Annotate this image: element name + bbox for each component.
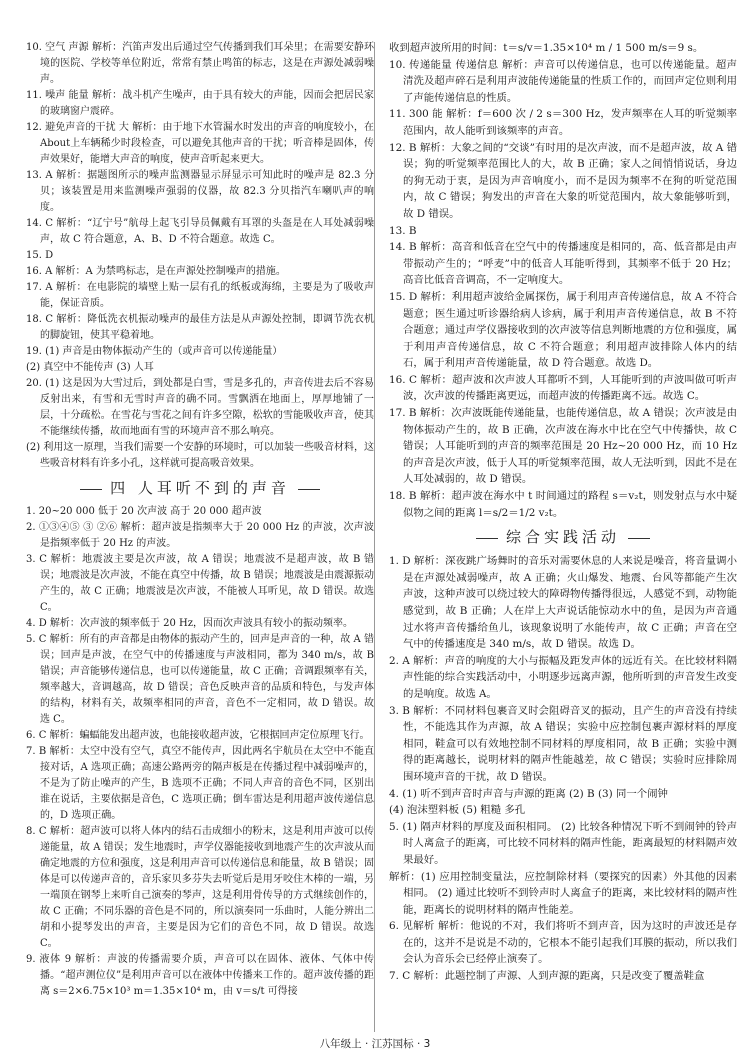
answer-entry: 5. C 解析：所有的声音都是由物体的振动产生的，回声是声音的一种，故 A 错误；回声是声波，在空气中的传播速度与声波相同，都为 340 m/s，故 B 错误；声音能够传递信息，也可以传递能量，故 C 正确；音调跟频率有关，频率越大，音调越高，故 D 错误；音色反映声音的品质和特色，与发声体的结构，材料有关，故频率相同的声音，音色不一定相同，故 D 错误。故选 C。 — [26, 634, 375, 725]
answer-entry: 15. D — [26, 250, 54, 261]
answer-entry: 13. B — [389, 224, 417, 237]
column-divider — [374, 42, 375, 1032]
right-column — [389, 40, 737, 985]
answer-entry: 6. 见解析 解析：他说的不对，我们将听不到声音，因为这时的声波还是存在的，这并不是说是不动的，它根本不能引起我们耳膜的振动，所以我们会认为音乐会已经停止演奏了。 — [389, 920, 737, 966]
answer-entry: 2. A 解析：声音的响度的大小与振幅及距发声体的远近有关。在比较材料隔声性能的综合实践活动中，小明逐步远离声源，他所听到的声音发生改变的是响度。故选 A。 — [389, 654, 737, 700]
answer-entry: 9. 液体 9 解析：声波的传播需要介质，声音可以在固体、液体、气体中传播。“超声测位仪”是利用声音可以在液体中传播来工作的。超声波传播的距离 s＝2×6.75×10³ m＝1.35×10⁴ m，由 v＝s/t 可得接 — [26, 954, 374, 997]
answer-entry: 10. 空气 声源 解析：汽笛声发出后通过空气传播到我们耳朵里；在需要安静环境的医院、学校等单位附近，常常有禁止鸣笛的标志，这是在声源处减弱噪声。 — [26, 42, 374, 85]
answer-entry: 11. 300 能 解析：f＝600 次 / 2 s＝300 Hz，发声频率在人耳的听觉频率范围内，故人能听到该频率的声音。 — [389, 108, 737, 137]
answer-entry: 4. (1) 听不到声音时声音与声源的距离 (2) B (3) 同一个闹钟 — [389, 787, 668, 800]
answer-entry: 17. B 解析：次声波既能传递能量，也能传递信息，故 A 错误；次声波是由物体振动产生的，故 B 正确，次声波在海水中比在空气中传播快，故 C 错误；人耳能听到的声音的频率范围是 20 Hz~20 000 Hz，而 10 Hz 的声音是次声波，低于人耳的听觉频率范围，故人无法听到，因此不是在人耳处减弱的，故 D 错误。 — [389, 407, 737, 486]
answer-entry: 8. C 解析：超声波可以将人体内的结石击成细小的粉末，这是利用声波可以传递能量，故 A 错误；发生地震时，声学仪器能接收到地震产生的次声波从而确定地震的方位和强度，这是利用声音可以传递信息和能量，故 B 错误；固体是可以传递声音的，音乐家贝多芬失去听觉后是用牙咬住木棒的一端，另一端顶在钢琴上来听自己演奏的琴声，这是利用骨传导的方式继续创作的，故 C 正确；不同乐器的音色是不同的，所以演奏同一乐曲时，人能分辨出二胡和小提琴发出的声音，主要是因为它们的音色不同，故 D 错误。故选 C。 — [26, 826, 375, 949]
answer-entry: 14. B 解析：高音和低音在空气中的传播速度是相同的，高、低音都是由声带振动产生的；“呼麦”中的低音人耳能听得到，其频率不低于 20 Hz；高音比低音音调高，不一定响度大。 — [389, 241, 737, 287]
answer-entry: 12. B 解析：大象之间的“交谈”有时用的是次声波，而不是超声波，故 A 错误；狗的听觉频率范围比人的大，故 B 正确；家人之间悄悄说话，身边的狗无动于衷，是因为声音响度小，而不是因为频率不在狗的听觉范围内，故 C 错误；狗发出的声音在大象的听觉范围内，故大象能够听到，故 D 错误。 — [389, 141, 737, 220]
answer-entry: 2. ①③④⑤ ③ ②⑥ 解析：超声波是指频率大于 20 000 Hz 的声波，次声波是指频率低于 20 Hz 的声波。 — [26, 522, 374, 549]
answer-entry: 7. B 解析：太空中没有空气，真空不能传声，因此两名宇航员在太空中不能直接对话，A 选项正确；高速公路两旁的隔声板是在传播过程中减弱噪声的，不是为了防止噪声的产生，B 选项不正确；不同人声音的音色不同，区别出谁在说话，主要依据是音色，C 选项正确；倒车雷达是利用超声波传递信息的，D 选项正确。 — [26, 746, 374, 821]
answer-entry: 20. (1) 这是因为大雪过后，到处都是白雪，雪是多孔的，声音传进去后不容易反射出来，有雪和无雪时声音的确不同。雪飘洒在地面上，厚厚地铺了一层，十分疏松。在雪花与雪花之间有许多空隙，松软的雪能吸收声音，使其不能继续传播，故而地面有雪的环境声音不那么响亮。 — [26, 378, 374, 437]
answer-entry: 11. 噪声 能量 解析：战斗机产生噪声，由于具有较大的声能，因而会把居民家的玻璃窗户震碎。 — [26, 90, 374, 117]
answer-entry: 14. C 解析：“辽宁号”航母上起飞引导员佩戴有耳罩的头盔是在人耳处减弱噪声，故 C 符合题意，A、B、D 不符合题意。故选 C。 — [26, 218, 374, 245]
answer-entry: 4. D 解析：次声波的频率低于 20 Hz，因而次声波具有较小的振动频率。 — [26, 618, 353, 629]
title-rule — [476, 538, 498, 539]
section-title-text: 综合实践活动 — [505, 528, 620, 547]
answer-entry: (2) 真空中不能传声 (3) 人耳 — [26, 362, 154, 373]
answer-entry: 10. 传递能量 传递信息 解析：声音可以传递信息，也可以传递能量。超声清洗及超声碎石是利用声波能传递能量的性质工作的，而回声定位则利用了声能传递信息的性质。 — [389, 58, 737, 104]
answer-entry: 7. C 解析：此题控制了声源、人到声源的距离，只是改变了覆盖鞋盒 — [389, 970, 705, 983]
left-column — [26, 40, 374, 1000]
answer-entry: 1. 20~20 000 低于 20 次声波 高于 20 000 超声波 — [26, 506, 262, 517]
answer-entry: 解析：(1) 应用控制变量法，应控制除材料（要探究的因素）外其他的因素相同。 (2) 通过比较听不到铃声时人离盒子的距离，来比较材料的隔声性能，距离长的说明材料的隔声性能差。 — [389, 870, 737, 916]
title-rule — [298, 489, 320, 490]
section-title — [389, 527, 737, 547]
section-title — [26, 478, 374, 498]
answer-entry: 3. C 解析：地震波主要是次声波，故 A 错误；地震波不是超声波，故 B 错误；地震波是次声波，不能在真空中传播，故 B 错误；地震波是由震源振动产生的，故 C 正确；地震波是次声波，不能被人耳听见，故 D 错误。故选 C。 — [26, 554, 374, 613]
answer-entry: 12. 避免声音的干扰 大 解析：由于地下水管漏水时发出的声音的响度较小，在About上车辆稀少时段检查，可以避免其他声音的干扰；听音棒是固体，传声效果好，能增大声音的响度，使声音听起来更大。 — [26, 122, 374, 165]
answer-entry: 6. C 解析：蝙蝠能发出超声波，也能接收超声波，它根据回声定位原理飞行。 — [26, 730, 370, 741]
answer-entry: (4) 泡沫塑料板 (5) 粗糙 多孔 — [389, 804, 526, 817]
answer-entry: (2) 利用这一原理，当我们需要一个安静的环境时，可以加装一些吸音材料，这些吸音材料有许多小孔，这样就可提高吸音效果。 — [26, 442, 374, 469]
answer-entry: 18. B 解析：超声波在海水中 t 时间通过的路程 s＝v₂t，则发射点与水中疑似物之间的距离 l＝s/2＝1/2 v₂t。 — [389, 490, 737, 519]
answer-entry: 1. D 解析：深夜跳广场舞时的音乐对需要休息的人来说是噪音，将音量调小是在声源处减弱噪声，故 A 正确；火山爆发、地震、台风等都能产生次声波，这种声波可以绕过较大的障碍物传播得很远，人感觉不到，动物能感觉到，故 B 正确；人在岸上大声说话能惊动水中的鱼，是因为声音通过水将声音传播给鱼儿，该现象说明了水能传声，故 C 正确；声音在空气中的传播速度是 340 m/s，故 D 错误。故选 D。 — [389, 555, 737, 651]
answer-entry: 17. A 解析：在电影院的墙壁上贴一层有孔的纸板或海绵，主要是为了吸收声能，保证音质。 — [26, 282, 374, 309]
answer-entry: 16. C 解析：超声波和次声波人耳都听不到，人耳能听到的声波叫做可听声波，次声波的传播距离更远，而超声波的传播距离不远。故选 C。 — [389, 373, 737, 403]
answer-entry: 18. C 解析：降低洗衣机振动噪声的最佳方法是从声源处控制，即调节洗衣机的脚旋钮，使其平稳着地。 — [26, 314, 374, 341]
answer-entry: 16. A 解析：A 为禁鸣标志，是在声源处控制噪声的措施。 — [26, 266, 286, 277]
answer-entry: 15. D 解析：利用超声波给金属探伤，属于利用声音传递信息，故 A 不符合题意；医生通过听诊器给病人诊病，属于利用声音传递信息，故 B 不符合题意；通过声学仪器接收到的次声波等信息判断地震的方位和强度，属于利用声音传递信息，故 C 不符合题意；利用超声波排除人体内的结石，属于利用声音传递能量，故 D 符合题意。故选 D。 — [389, 290, 737, 370]
section-title-text: 四 人耳听不到的声音 — [110, 479, 290, 497]
continued-text: 收到超声波所用的时间：t＝s/v＝1.35×10⁴ m / 1 500 m/s＝9 s。 — [389, 42, 704, 54]
answer-entry: 5. (1) 隔声材料的厚度及面积相同。 (2) 比较各种情况下听不到闹钟的铃声时人离盒子的距离，可比较不同材料的隔声性能，距离最短的材料隔声效果最好。 — [389, 820, 737, 866]
page-footer: 八年级上 · 江苏国标 · 3 — [319, 1038, 431, 1050]
answer-entry: 13. A 解析：据题图所示的噪声监测器显示屏显示可知此时的噪声是 82.3 分贝；该装置是用来监测噪声强弱的仪器，故 82.3 分贝指汽车喇叭声的响度。 — [26, 170, 374, 213]
title-rule — [80, 489, 102, 490]
title-rule — [628, 538, 650, 539]
answer-entry: 3. B 解析：不同材料包裹音叉时会阻碍音叉的振动，且产生的声音没有持续性，不能选其作为声源，故 A 错误；实验中应控制包裹声源材料的厚度相同，鞋盒可以有效地控制不同材料的厚度相同，故 B 正确；实验中测得的距离越长，说明材料的隔声性能越差，故 C 错误；实验时应排除周围环境声音的干扰，故 D 错误。 — [389, 704, 737, 783]
answer-entry: 19. (1) 声音是由物体振动产生的（或声音可以传递能量） — [26, 346, 283, 357]
